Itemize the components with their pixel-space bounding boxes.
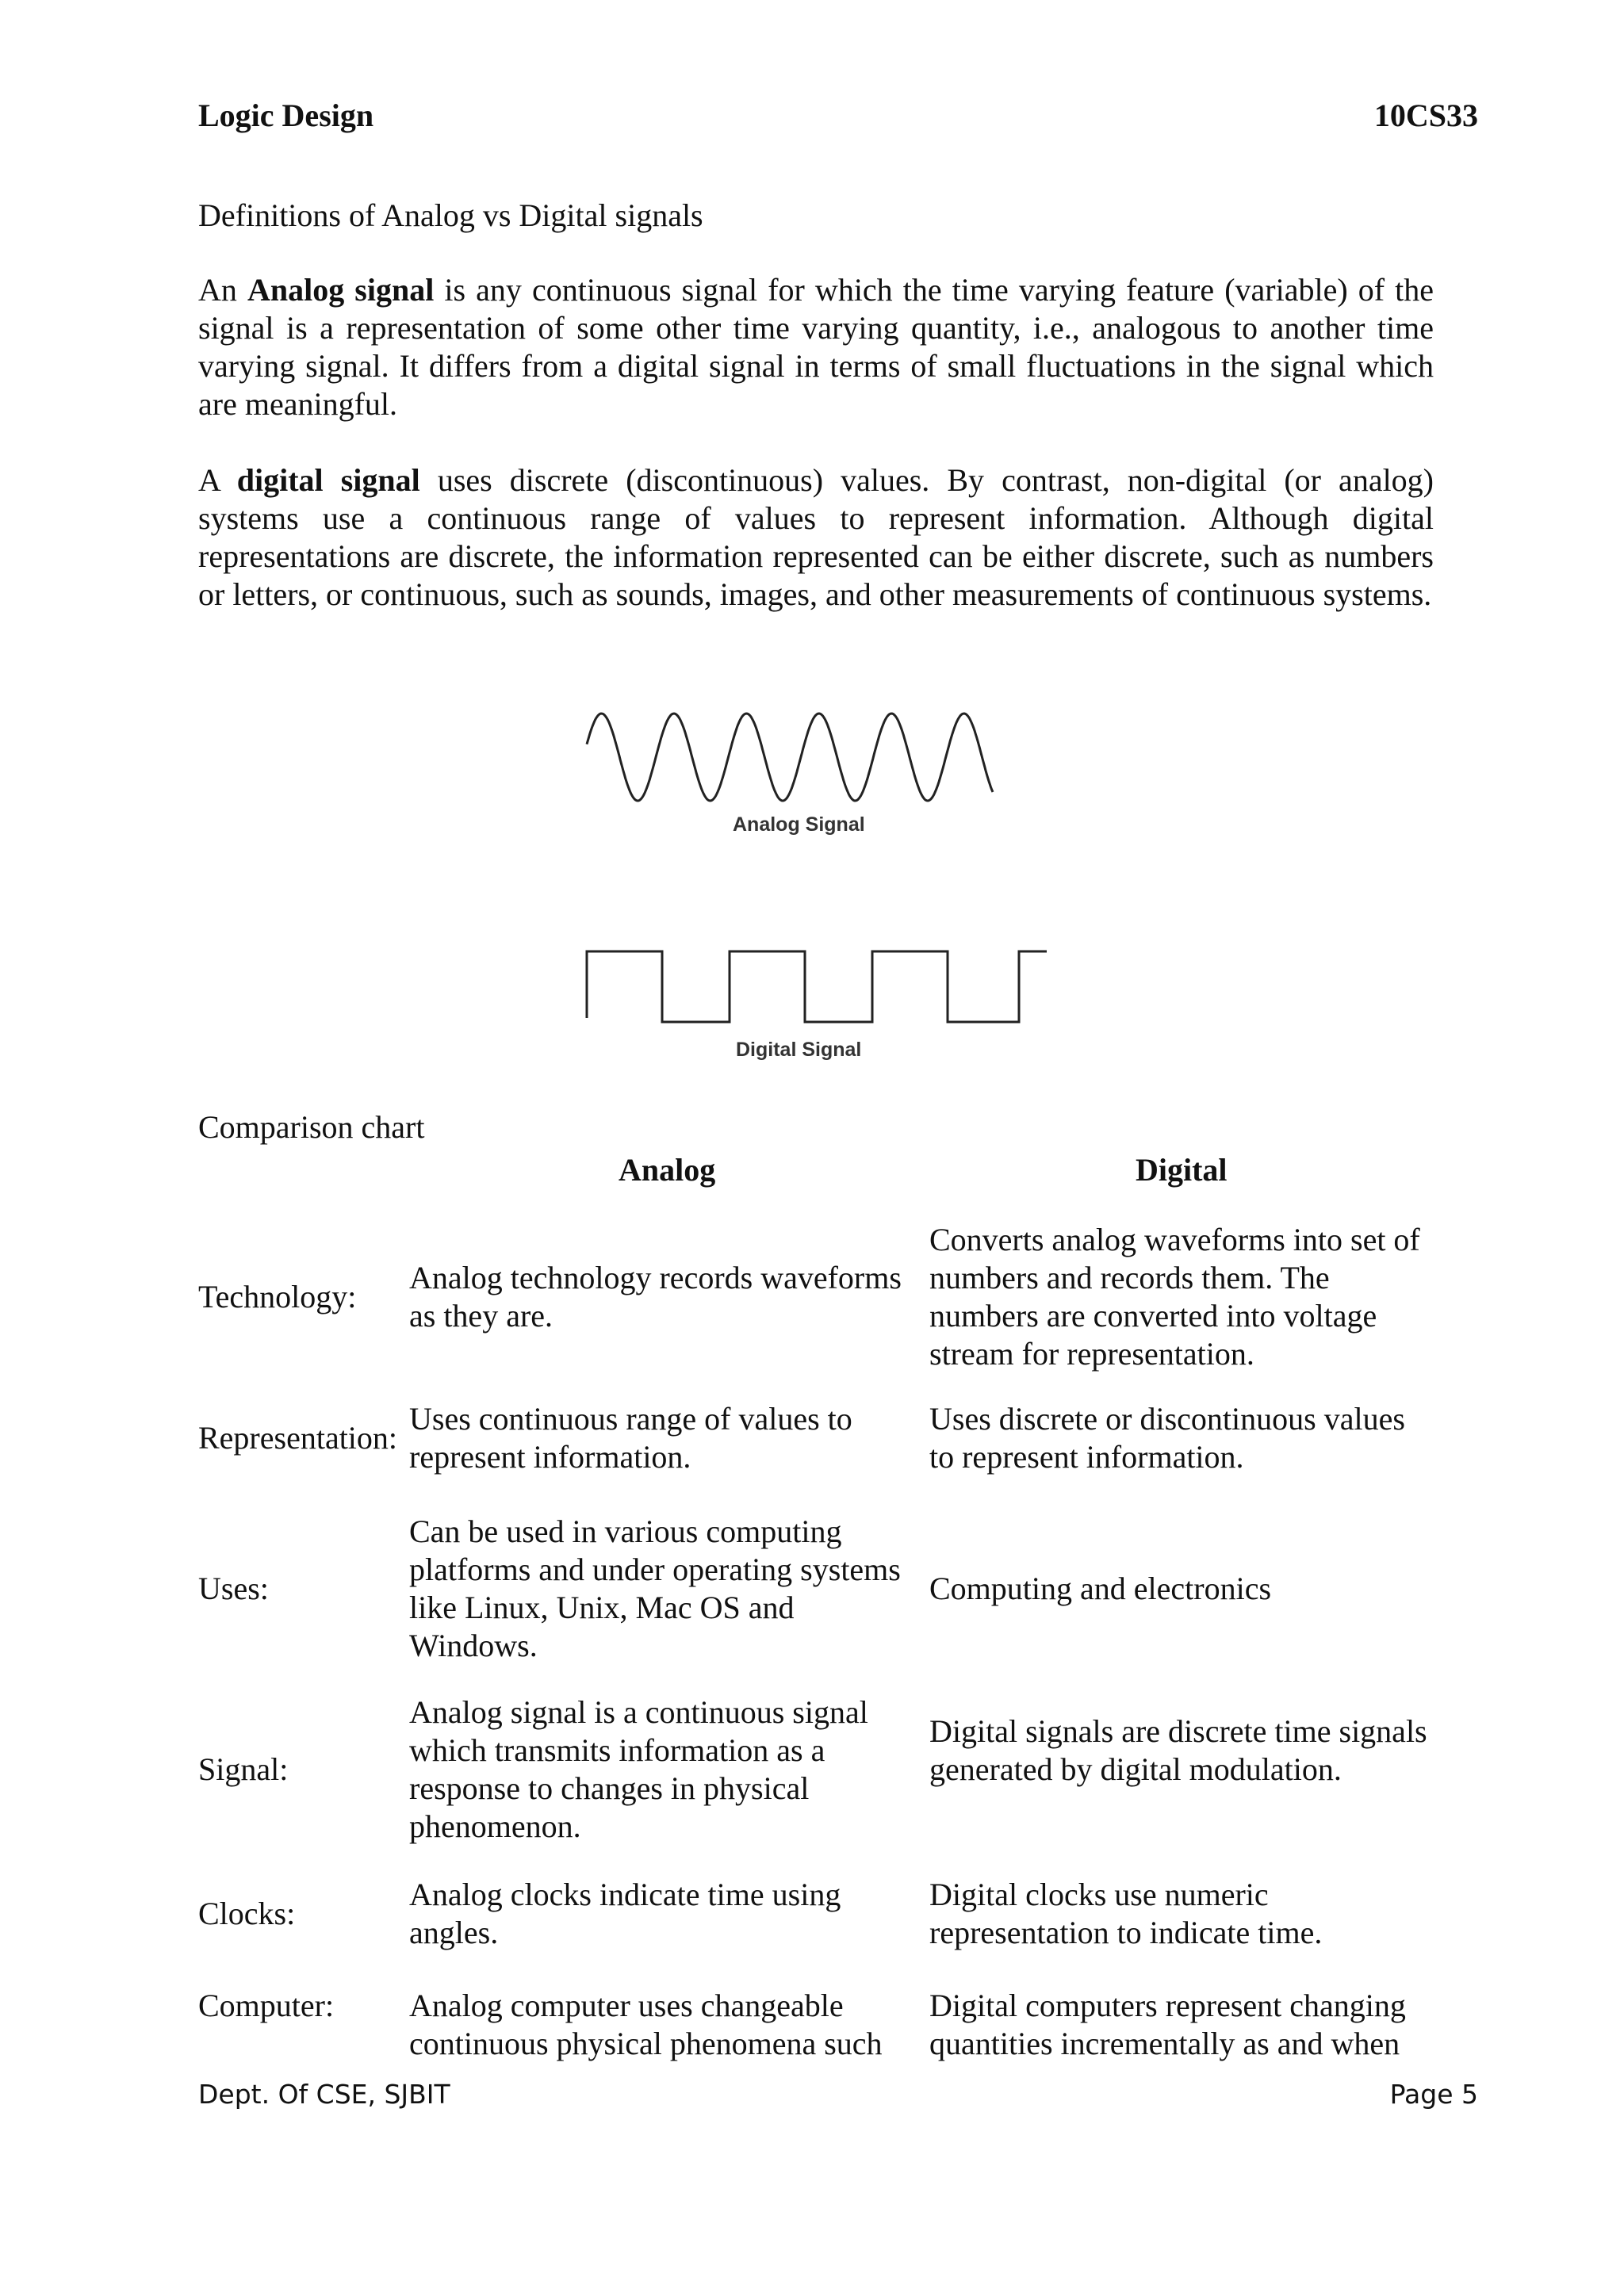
analog-cell: Analog clocks indicate time using angles.	[409, 1877, 841, 1950]
analog-paragraph-body: is any continuous signal for which the time varying feature (variable) of the signal is a representation of some other time varying quantity, i.e., analogous to another time varying signal. It differs from a digital signal in terms of small fluctuations in the signal which are meaningful.	[198, 272, 1434, 422]
column-header-digital: Digital	[1136, 1152, 1228, 1188]
digital-cell: Digital clocks use numeric representation to indicate time.	[929, 1877, 1323, 1950]
digital-signal-figure	[0, 936, 1624, 1070]
digital-waveform	[0, 936, 1624, 1031]
digital-definition-paragraph	[198, 461, 1434, 614]
digital-signal-caption: Digital Signal	[736, 1039, 862, 1061]
row-label: Uses:	[198, 1571, 269, 1606]
header-course-code: 10CS33	[1373, 98, 1478, 133]
analog-cell: Analog computer uses changeable continuous physical phenomena such	[409, 1988, 883, 2061]
analog-cell: Analog signal is a continuous signal which transmits information as a response to changes in physical phenomenon.	[409, 1694, 868, 1844]
analog-cell: Uses continuous range of values to represent information.	[409, 1401, 852, 1475]
row-label: Computer:	[198, 1988, 335, 2023]
digital-term: digital signal	[236, 462, 420, 498]
digital-cell: Digital computers represent changing quantities incrementally as and when	[929, 1988, 1406, 2061]
digital-cell: Digital signals are discrete time signals generated by digital modulation.	[929, 1713, 1427, 1787]
digital-paragraph-body: uses discrete (discontinuous) values. By contrast, non-digital (or analog) systems use a continuous range of values to represent information. Although digital representations are discrete, the information represented can be either discrete, such as numbers or letters, or continuous, such as sounds, images, and other measurements of continuous systems.	[198, 462, 1434, 612]
analog-signal-caption: Analog Signal	[733, 813, 865, 836]
row-label: Signal:	[198, 1751, 289, 1787]
digital-cell: Computing and electronics	[929, 1571, 1272, 1606]
analog-cell: Can be used in various computing platforms and under operating systems like Linux, Unix, Mac OS and Windows.	[409, 1513, 901, 1663]
digital-paragraph-prefix: A	[198, 462, 237, 498]
row-label: Clocks:	[198, 1896, 296, 1931]
analog-definition-paragraph	[198, 271, 1434, 423]
header-title: Logic Design	[198, 98, 374, 133]
analog-signal-figure	[0, 698, 1624, 848]
analog-waveform	[0, 698, 1624, 817]
analog-paragraph-prefix: An	[198, 272, 247, 308]
row-label: Representation:	[198, 1420, 398, 1456]
analog-term: Analog signal	[247, 272, 435, 308]
footer-page-number: Page 5	[1389, 2079, 1478, 2110]
footer-department: Dept. Of CSE, SJBIT	[198, 2079, 450, 2110]
analog-cell: Analog technology records waveforms as they are.	[409, 1260, 902, 1334]
row-label: Technology:	[198, 1279, 357, 1314]
digital-cell: Uses discrete or discontinuous values to represent information.	[929, 1401, 1405, 1475]
digital-cell: Converts analog waveforms into set of numbers and records them. The numbers are converted into voltage stream for representation.	[929, 1222, 1420, 1372]
comparison-chart-label: Comparison chart	[198, 1109, 425, 1145]
column-header-analog: Analog	[619, 1152, 716, 1188]
section-title: Definitions of Analog vs Digital signals	[198, 197, 703, 233]
